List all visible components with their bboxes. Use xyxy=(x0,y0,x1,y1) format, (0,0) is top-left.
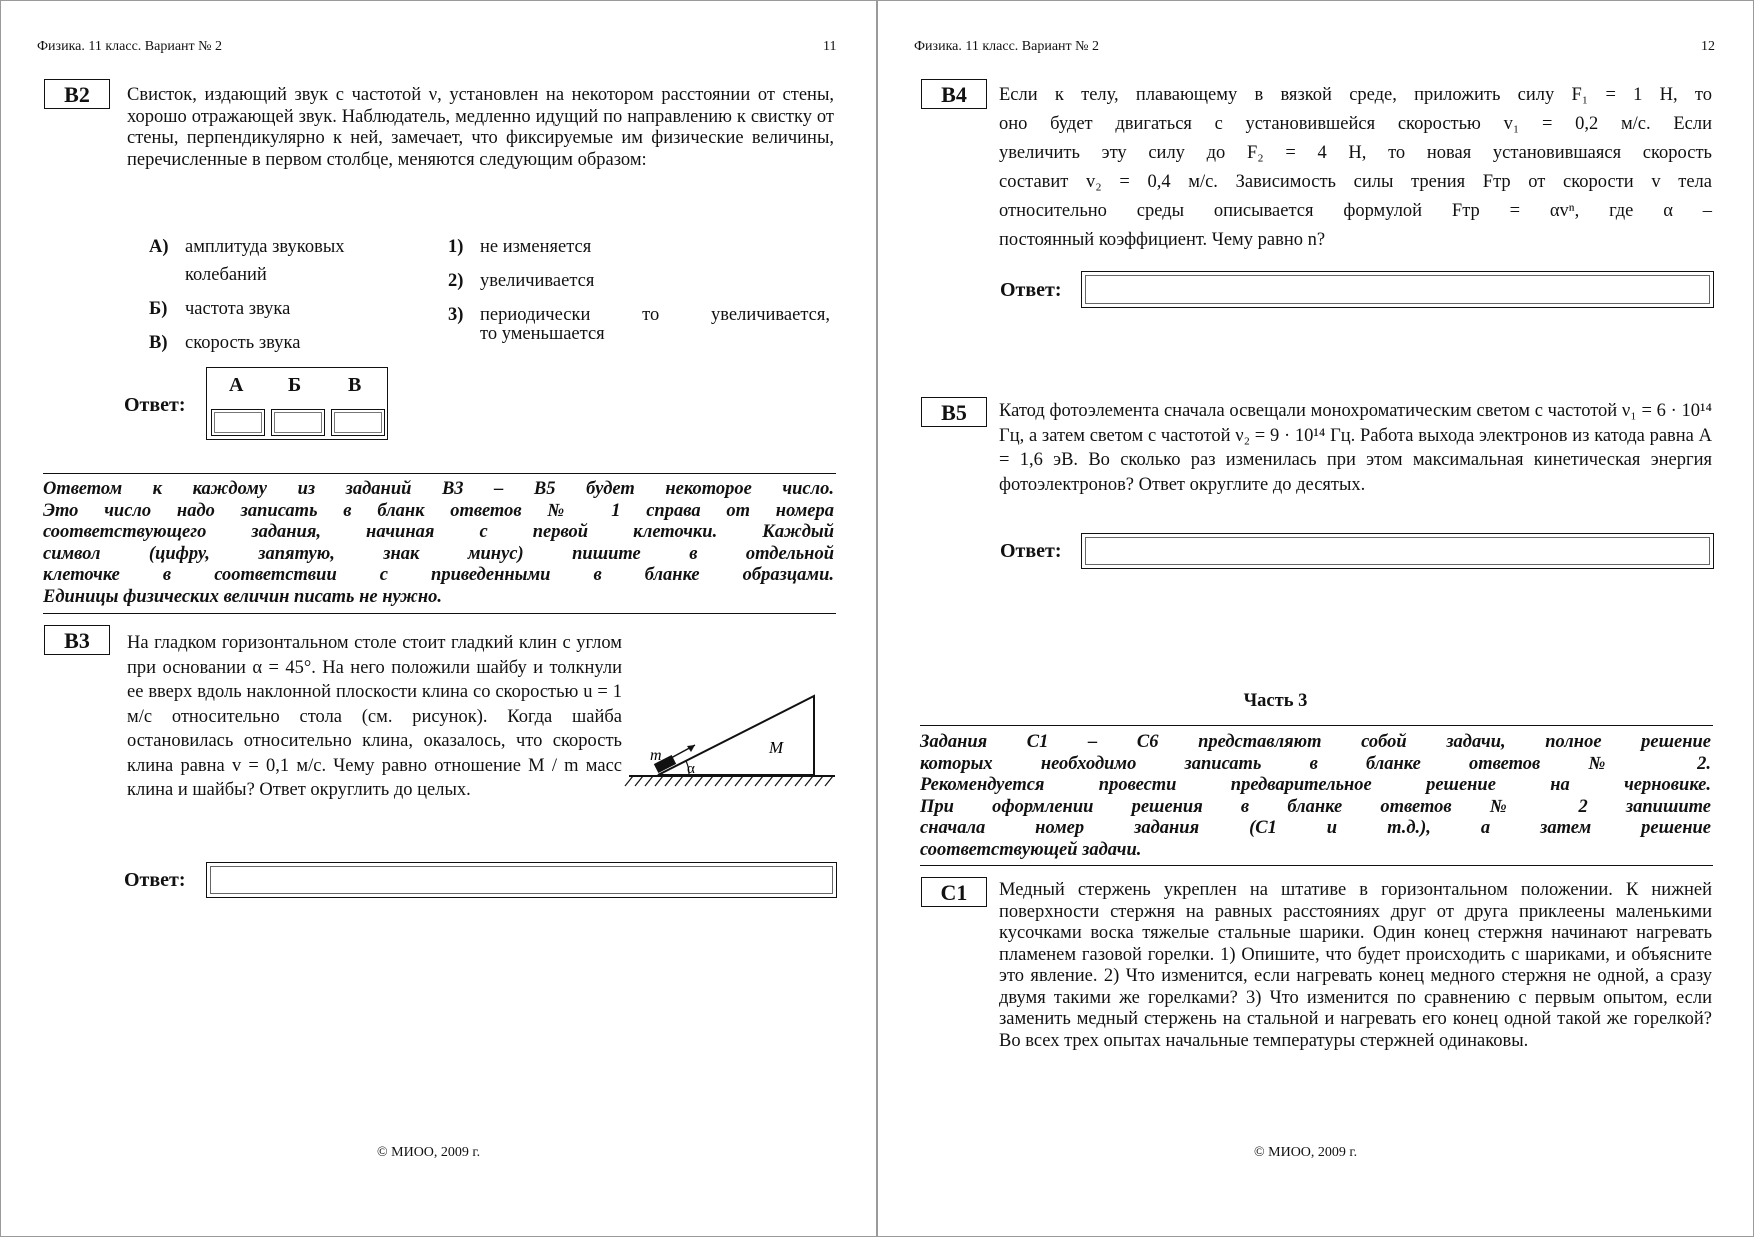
part3-instructions xyxy=(920,732,1711,861)
part3-top-rule xyxy=(920,725,1713,726)
b2-option-b-text: частота звука xyxy=(185,299,291,319)
b2-answer-cell-b[interactable] xyxy=(271,409,325,436)
task-b2-text: Свисток, издающий звук с частотой ν, установлен на некотором расстоянии от стены, хорошо отражающей звук. Наблюдатель, медленно идущий по направлению к свистку от стены, перпендикулярно к ней, замечает, что фиксируемые им физические величины, перечисленные в первом столбце, меняются следующим образом: xyxy=(127,85,834,170)
b4-line-5: относительно среды описывается формулой Fтр = αvⁿ, где α – xyxy=(999,201,1712,221)
b2-answer-cell-v[interactable] xyxy=(331,409,385,436)
b2-choice-1-num: 1) xyxy=(448,237,464,257)
task-b3-text: На гладком горизонтальном столе стоит гладкий клин с углом при основании α = 45°. На него положили шайбу и толкнули ее вверх вдоль наклонной плоскости клина со скоростью u = 1 м/с относительно стола (см. рисунок). Когда шайба остановилась относительно клина, оказалось, что скорость клина равна v = 0,1 м/с. Чему равно отношение M / m масс клина и шайбы? Ответ округлить до целых. xyxy=(127,633,622,800)
b2-choice-1 xyxy=(448,233,591,261)
b2-table-header-a: А xyxy=(229,374,244,396)
b2-choice-1-text: не изменяется xyxy=(480,237,592,257)
b2-answer-label: Ответ: xyxy=(124,394,186,416)
b2-option-a-text: амплитуда звуковых xyxy=(185,237,345,257)
b2-option-b-letter: Б) xyxy=(149,299,168,319)
wedge-figure xyxy=(623,681,838,791)
b2-option-v-text: скорость звука xyxy=(185,333,301,353)
label-M: M xyxy=(769,738,784,757)
b4-line-4: составит v₂ = 0,4 м/с. Зависимость силы трения Fтр от скорости v тела xyxy=(999,172,1712,192)
page-number: 11 xyxy=(823,39,837,54)
wedge-shape xyxy=(658,696,814,775)
instructions-top-rule xyxy=(43,473,836,474)
b2-option-v xyxy=(149,329,300,357)
b5-answer-label: Ответ: xyxy=(1000,540,1062,562)
instructions-line-3: соответствующего задания, начиная с первой клеточки. Каждый xyxy=(43,522,834,542)
instructions-line-1: Ответом к каждому из заданий В3 – В5 будет некоторое число. xyxy=(43,479,834,499)
b3-answer-box[interactable] xyxy=(206,862,837,898)
instructions-line-5: клеточке в соответствии с приведенными в бланке образцами. xyxy=(43,565,834,585)
b2-option-a-letter: А) xyxy=(149,237,169,257)
page-number: 12 xyxy=(1701,39,1715,54)
footer-copyright: © МИОО, 2009 г. xyxy=(1254,1145,1358,1160)
b3-answer-label: Ответ: xyxy=(124,869,186,891)
instructions-bottom-rule xyxy=(43,613,836,614)
instructions-line-2: Это число надо записать в бланк ответов № 1 справа от номера xyxy=(43,500,834,521)
left-page xyxy=(0,0,877,1237)
page-header-title: Физика. 11 класс. Вариант № 2 xyxy=(37,39,223,54)
b2-choice-3-text: периодически то увеличивается, xyxy=(480,305,830,325)
b4-line-2: оно будет двигаться с установившейся скоростью v₁ = 0,2 м/с. Если xyxy=(999,114,1712,134)
task-label-b3: B3 xyxy=(44,625,110,655)
b2-answer-cell-a[interactable] xyxy=(211,409,265,436)
b2-table-header-b: Б xyxy=(288,374,302,396)
task-label-b5: B5 xyxy=(921,397,987,427)
task-label-b2: B2 xyxy=(44,79,110,109)
part3-bottom-rule xyxy=(920,865,1713,866)
b2-choice-2-text: увеличивается xyxy=(480,271,595,291)
b2-option-b xyxy=(149,295,290,323)
b4-line-3: увеличить эту силу до F₂ = 4 Н, то новая установившаяся скорость xyxy=(999,143,1712,163)
part3-line-6: соответствующей задачи. xyxy=(920,839,1142,860)
task-label-b4: B4 xyxy=(921,79,987,109)
b2-choice-2 xyxy=(448,267,594,295)
b2-choice-2-num: 2) xyxy=(448,271,464,291)
instructions-block xyxy=(43,479,834,608)
b4-line-1: Если к телу, плавающему в вязкой среде, приложить силу F₁ = 1 Н, то xyxy=(999,85,1712,105)
part3-line-1: Задания С1 – С6 представляют собой задачи, полное решение xyxy=(920,732,1711,752)
b5-answer-box[interactable] xyxy=(1081,533,1714,569)
part3-line-3: Рекомендуется провести предварительное решение на черновике. xyxy=(920,775,1711,795)
footer-copyright: © МИОО, 2009 г. xyxy=(377,1145,481,1160)
instructions-line-4: символ (цифру, запятую, знак минус) пишите в отдельной xyxy=(43,543,834,564)
b2-choice-3-text2: то уменьшается xyxy=(480,324,605,344)
right-page xyxy=(877,0,1754,1237)
part3-line-2: которых необходимо записать в бланке ответов № 2. xyxy=(920,753,1711,774)
part3-title: Часть 3 xyxy=(1243,691,1308,711)
task-label-c1: С1 xyxy=(921,877,987,907)
b4-line-6: постоянный коэффициент. Чему равно n? xyxy=(999,230,1326,250)
table-hatching xyxy=(625,776,833,786)
b2-choice-3-num: 3) xyxy=(448,305,464,325)
task-c1-text: Медный стержень укреплен на штативе в горизонтальном положении. К нижней поверхности стержня на равных расстояниях друг от друга приклеены маленькими кусочками воска тяжелые стальные шарики. Один конец стержня начинают нагревать пламенем газовой горелки. 1) Опишите, что будет происходить с шариками, и объясните это явление. 2) Что изменится, если нагревать конец медного стержня не одной, а сразу двумя такими же горелками? 3) Что изменится по сравнению с первым опытом, если заменить медный стержень на стальной и нагревать его конец одной такой же горелкой? Во всех трех опытах начальные температуры стержней одинаковы. xyxy=(999,880,1712,1051)
label-alpha: α xyxy=(687,761,695,777)
b2-table-header-v: В xyxy=(348,374,362,396)
b2-option-a-text2: колебаний xyxy=(185,265,267,285)
page-header-title: Физика. 11 класс. Вариант № 2 xyxy=(914,39,1100,54)
b2-answer-table xyxy=(206,367,388,440)
instructions-line-6: Единицы физических величин писать не нужно. xyxy=(43,586,442,607)
part3-line-5: сначала номер задания (С1 и т.д.), а затем решение xyxy=(920,818,1711,838)
label-m: m xyxy=(650,747,662,764)
b2-option-v-letter: В) xyxy=(149,333,168,353)
b4-answer-label: Ответ: xyxy=(1000,279,1062,301)
b4-answer-box[interactable] xyxy=(1081,271,1714,308)
b2-option-a xyxy=(149,233,345,261)
part3-line-4: При оформлении решения в бланке ответов № 2 запишите xyxy=(920,796,1711,817)
task-b4-text xyxy=(999,81,1712,255)
task-b5-text: Катод фотоэлемента сначала освещали монохроматическим светом с частотой ν₁ = 6 · 10¹⁴ Гц, а затем светом с частотой ν₂ = 9 · 10¹⁴ Гц. Работа выхода электронов из катода равна A = 1,6 эВ. Во сколько раз изменилась при этом максимальная кинетическая энергия фотоэлектронов? Ответ округлите до десятых. xyxy=(999,401,1712,495)
